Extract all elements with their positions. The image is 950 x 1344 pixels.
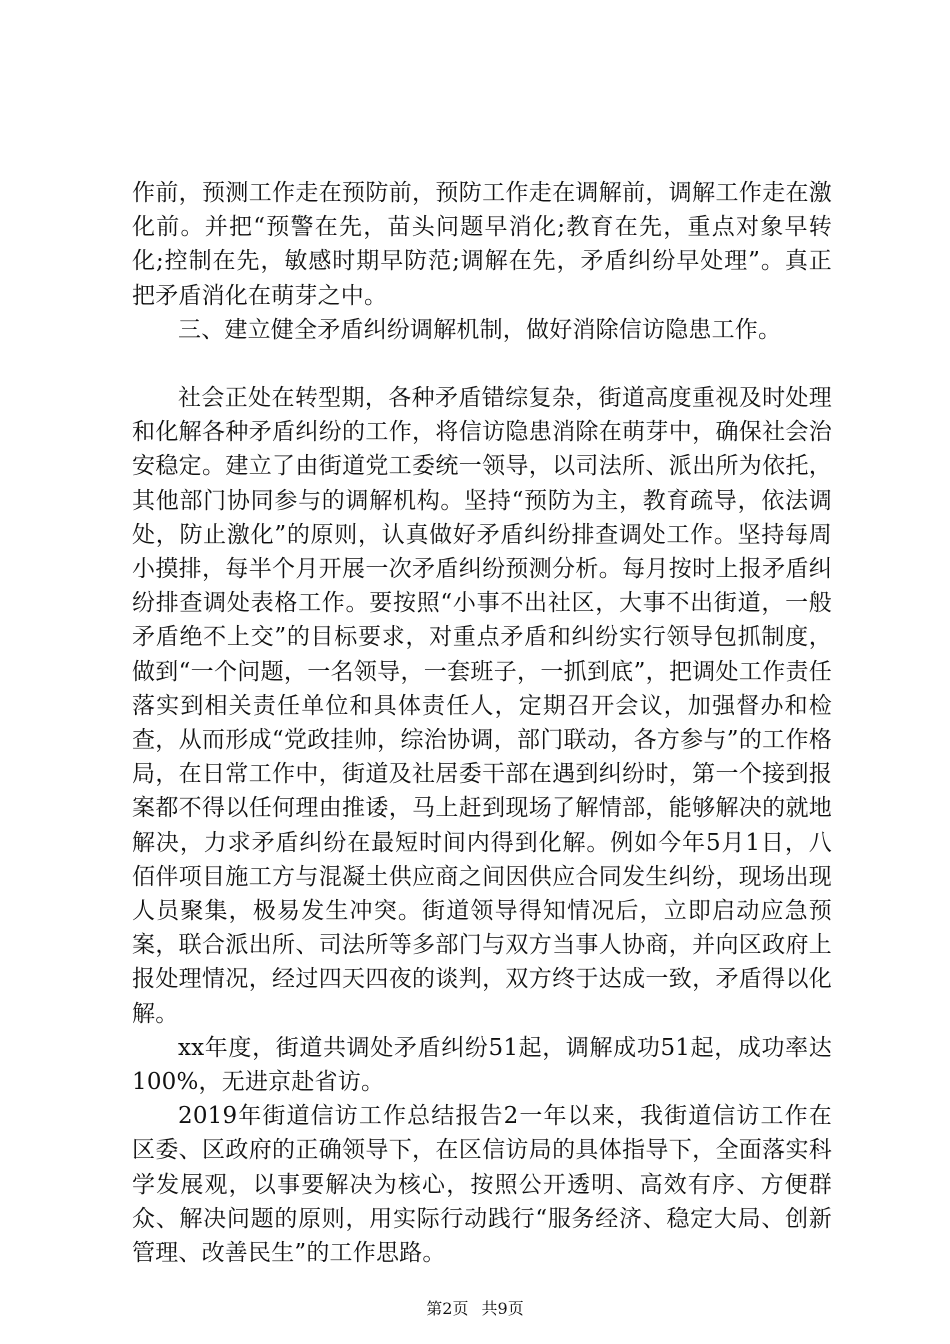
paragraph-mediation-mechanism: 社会正处在转型期，各种矛盾错综复杂，街道高度重视及时处理和化解各种矛盾纠纷的工作，将信访隐患消除在萌芽中，确保社会治安稳定。建立了由街道党工委统一领导，以司法所、派出所为依托，其他部门协同参与的调解机构。坚持“预防为主，教育疏导，依法调处，防止激化”的原则，认真做好矛盾纠纷排查调处工作。坚持每周小摸排，每半个月开展一次矛盾纠纷预测分析。每月按时上报矛盾纠纷排查调处表格工作。要按照“小事不出社区，大事不出街道，一般矛盾绝不上交”的目标要求，对重点矛盾和纠纷实行领导包抓制度，做到“一个问题，一名领导，一套班子，一抓到底”，把调处工作责任落实到相关责任单位和具体责任人，定期召开会议，加强督办和检查，从而形成“党政挂帅，综治协调，部门联动，各方参与”的工作格局，在日常工作中，街道及社居委干部在遇到纠纷时，第一个接到报案都不得以任何理由推诿，马上赶到现场了解情部，能够解决的就地解决，力求矛盾纠纷在最短时间内得到化解。例如今年5月1日，八佰伴项目施工方与混凝土供应商之间因供应合同发生纠纷，现场出现人员聚集，极易发生冲突。街道领导得知情况后，立即启动应急预案，联合派出所、司法所等多部门与双方当事人协商，并向区政府上报处理情况，经过四天四夜的谈判，双方终于达成一致，矛盾得以化解。 xyxy=(132,385,832,1027)
paragraph-continuation: 作前，预测工作走在预防前，预防工作走在调解前，调解工作走在激化前。并把“预警在先，苗头问题早消化;教育在先，重点对象早转化;控制在先，敏感时期早防范;调解在先，矛盾纠纷早处理”。真正把矛盾消化在萌芽之中。 xyxy=(132,180,832,309)
paragraph-report-intro: 2019年街道信访工作总结报告2一年以来，我街道信访工作在区委、区政府的正确领导下，在区信访局的具体指导下，全面落实科学发展观，以事要解决为核心，按照公开透明、高效有序、方便群众、解决问题的原则，用实际行动践行“服务经济、稳定大局、创新管理、改善民生”的工作思路。 xyxy=(132,1103,832,1267)
paragraph-annual-statistics: xx年度，街道共调处矛盾纠纷51起，调解成功51起，成功率达100%，无进京赴省访。 xyxy=(132,1034,832,1096)
total-pages: 共9页 xyxy=(481,1299,524,1318)
section-heading-three: 三、建立健全矛盾纠纷调解机制，做好消除信访隐患工作。 xyxy=(178,316,782,343)
page-number: 第2页 xyxy=(426,1299,469,1318)
page-footer xyxy=(0,1299,950,1319)
document-body xyxy=(132,176,832,1270)
